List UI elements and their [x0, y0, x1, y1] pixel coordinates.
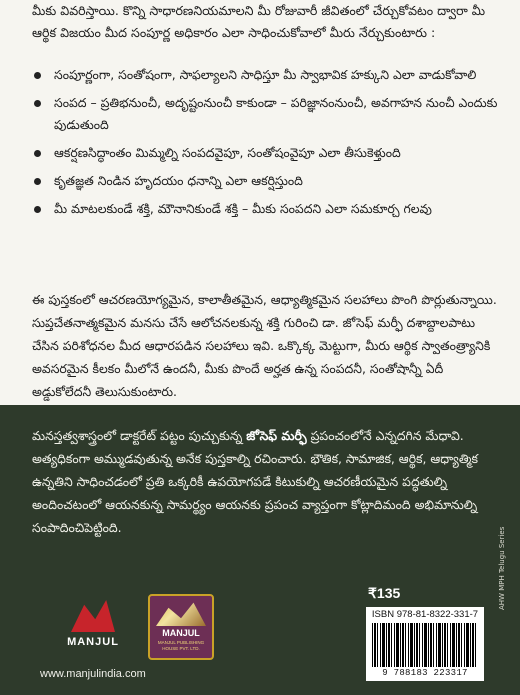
publisher-website[interactable]: www.manjulindia.com [40, 668, 146, 680]
price-label: ₹135 [368, 585, 401, 601]
series-label: AHW MPH Telugu Series [498, 526, 506, 610]
bullet-icon [34, 100, 41, 107]
bullet-icon [34, 72, 41, 79]
isbn-label: ISBN 978-81-8322-331-7 [371, 609, 479, 620]
list-item-text: సంపద – ప్రతిభనుంచీ, అదృష్టంనుంచీ కాకుండా – పరిజ్ఞానంనుంచీ, అవగాహన నుంచీ ఎందుకు పుడుతుంది [54, 95, 498, 132]
barcode-area [366, 607, 484, 681]
list-item-text: సంపూర్ణంగా, సంతోషంగా, సాఫల్యాలని సాధిస్తూ మీ స్వాభావిక హక్కుని ఎలా వాడుకోవాలి [54, 67, 477, 82]
bird-logo-icon [71, 600, 115, 632]
author-bio [32, 424, 508, 539]
bullet-icon [34, 206, 41, 213]
benefits-list [34, 64, 500, 226]
barcode-digits: 9 788183 223317 [382, 668, 468, 678]
publisher-logo [60, 600, 126, 652]
author-bio-intro: మనస్తత్వశాస్త్రంలో డాక్టరేట్ పట్టం పుచ్చుకున్న [32, 428, 247, 443]
list-item [34, 198, 500, 220]
bullet-icon [34, 150, 41, 157]
seal-subtitle: MANJUL PUBLISHING HOUSE PVT. LTD. [157, 640, 205, 651]
description-paragraph: ఈ పుస్తకంలో ఆచరణయోగ్యమైన, కాలాతీతమైన, ఆధ్యాత్మికమైన సలహాలు పొంగి పొర్లుతున్నాయి. సుప్తచేతనాత్మకమైన మనసు చేసే ఆలోచనలకున్న శక్తి గురించి డా. జోసెఫ్ మర్ఫీ దశాబ్దాలపాటు చేసిన పరిశోధనల మీద ఆధారపడిన సలహాలు ఇవి. ఒక్కొక్క మెట్టుగా, మీరు ఆర్థిక స్వాతంత్ర్యానికి అవసరమైన కీలకం మీలోనే ఉందనీ, మీకు పొందే అర్హత ఉన్న సంపదనీ, సంతోషాన్నీ ఏదీ అడ్డుకోలేదనీ తెలుసుకుంటారు. [32, 292, 497, 399]
publisher-seal [148, 594, 214, 660]
publisher-logo-text: MANJUL [67, 636, 119, 648]
list-item [34, 64, 500, 86]
seal-art-icon [156, 600, 206, 626]
author-bio-rest: ప్రపంచంలోనే ఎన్నదగిన మేధావి. అత్యధికంగా అమ్ముడవుతున్న అనేక పుస్తకాల్ని రచించారు. భౌతిక, సామాజిక, ఆర్థిక, ఆధ్యాత్మిక ఉన్నతిని సాధించడంలో ప్రతి ఒక్కరికీ ఉపయోగపడే కిటుకుల్ని ఆచరణీయమైన పద్ధతుల్ని అందించటంలో ఆయనకున్న సామర్థ్యం ఆయనకు ప్రపంచ వ్యాప్తంగా కోట్లాదిమంది అభిమానుల్ని సంపాదించిపెట్టింది. [32, 428, 478, 535]
list-item [34, 92, 500, 136]
list-item [34, 170, 500, 192]
list-item-text: కృతజ్ఞత నిండిన హృదయం ధనాన్ని ఎలా ఆకర్షిస్తుంది [54, 173, 303, 188]
barcode-icon [372, 623, 478, 667]
bullet-icon [34, 178, 41, 185]
intro-paragraph: మీకు వివరిస్తాయి. కొన్ని సాధారణనియమాలని మీ రోజువారీ జీవితంలో చేర్చుకోవటం ద్వారా మీ ఆర్థిక విజయం మీద సంపూర్ణ అధికారం ఎలా సాధించుకోవాలో మీరు నేర్చుకుంటారు : [32, 3, 486, 40]
list-item [34, 142, 500, 164]
list-item-text: ఆకర్షణసిద్ధాంతం మిమ్మల్ని సంపదవైపూ, సంతోషంవైపూ ఎలా తీసుకెళ్తుంది [54, 145, 401, 160]
list-item-text: మీ మాటలకుండే శక్తి, మౌనానికుండే శక్తి – మీకు సంపదని ఎలా సమకూర్చ గలవు [54, 201, 432, 216]
author-name: జోసెఫ్ మర్ఫీ [246, 428, 307, 443]
seal-title: MANJUL [162, 628, 200, 638]
